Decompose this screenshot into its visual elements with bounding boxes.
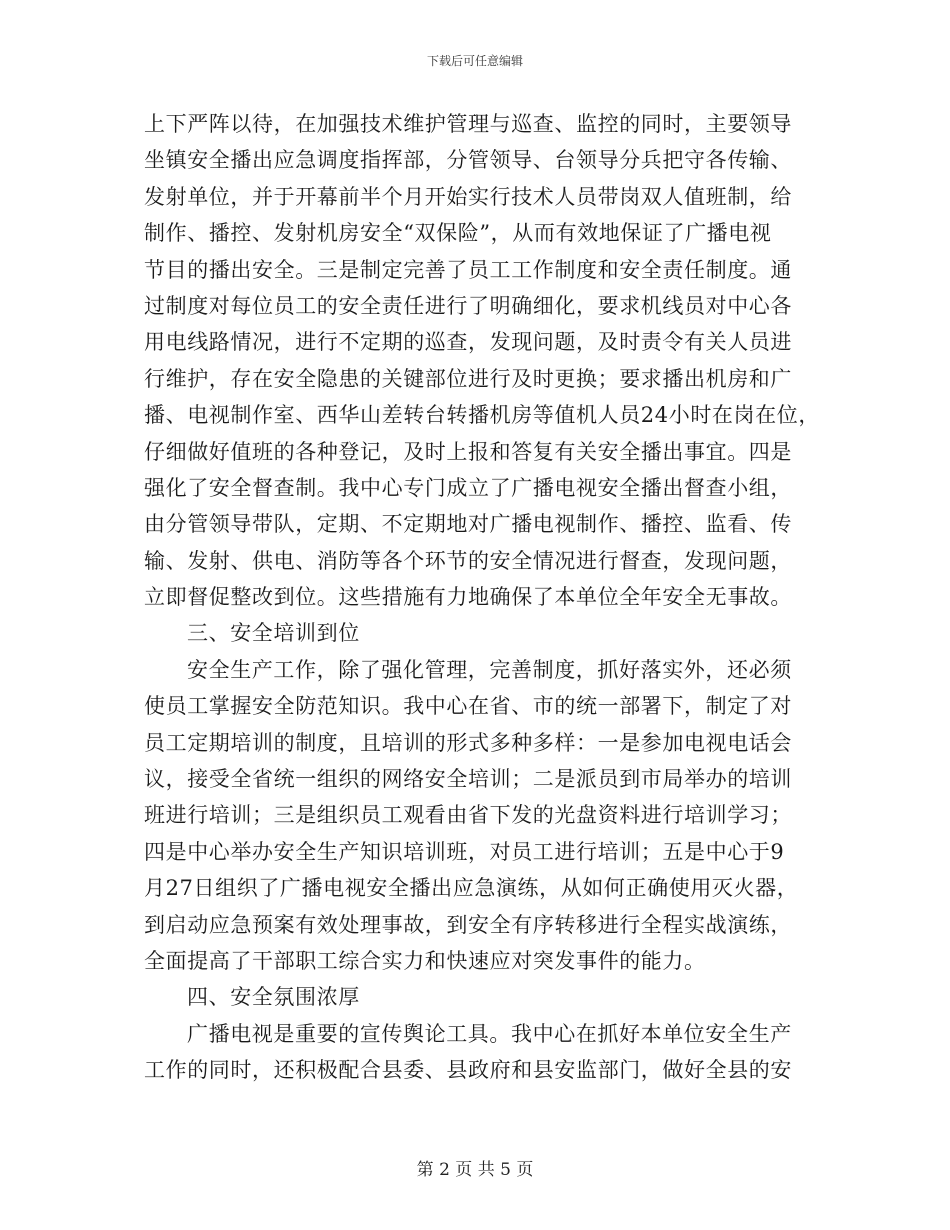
section-heading: 四、安全氛围浓厚 bbox=[187, 985, 360, 1010]
body-line: 工作的同时，还积极配合县委、县政府和县安监部门，做好全县的安 bbox=[144, 1058, 792, 1083]
body-line: 立即督促整改到位。这些措施有力地确保了本单位全年安全无事故。 bbox=[144, 585, 792, 610]
body-line: 使员工掌握安全防范知识。我中心在省、市的统一部署下，制定了对 bbox=[144, 694, 792, 719]
paragraph-first-line: 安全生产工作，除了强化管理，完善制度，抓好落实外，还必须 bbox=[187, 657, 792, 682]
body-line: 上下严阵以待，在加强技术维护管理与巡查、监控的同时，主要领导 bbox=[144, 112, 792, 136]
body-line: 议，接受全省统一组织的网络安全培训；二是派员到市局举办的培训 bbox=[144, 767, 792, 792]
body-line: 播、电视制作室、西华山差转台转播机房等值机人员24小时在岗在位， bbox=[144, 403, 820, 428]
body-line: 发射单位，并于开幕前半个月开始实行技术人员带岗双人值班制，给 bbox=[144, 184, 792, 209]
body-line: 仔细做好值班的各种登记，及时上报和答复有关安全播出事宜。四是 bbox=[144, 439, 792, 464]
body-line: 员工定期培训的制度，且培训的形式多种多样：一是参加电视电话会 bbox=[144, 730, 792, 755]
body-line: 制作、播控、发射机房安全“双保险”，从而有效地保证了广播电视 bbox=[144, 221, 772, 246]
body-line: 由分管领导带队，定期、不定期地对广播电视制作、播控、监看、传 bbox=[144, 512, 792, 537]
body-line: 四是中心举办安全生产知识培训班，对员工进行培训；五是中心于9 bbox=[144, 839, 785, 864]
body-line: 输、发射、供电、消防等各个环节的安全情况进行督查，发现问题， bbox=[144, 548, 792, 573]
section-heading: 三、安全培训到位 bbox=[187, 621, 360, 646]
body-line: 月27日组织了广播电视安全播出应急演练，从如何正确使用灭火器， bbox=[144, 876, 799, 901]
document-body bbox=[144, 106, 824, 1089]
body-line: 用电线路情况，进行不定期的巡查，发现问题，及时责令有关人员进 bbox=[144, 330, 792, 355]
body-line: 行维护，存在安全隐患的关键部位进行及时更换；要求播出机房和广 bbox=[144, 366, 792, 391]
page-number-footer: 第 2 页 共 5 页 bbox=[416, 1160, 534, 1180]
paragraph-first-line: 广播电视是重要的宣传舆论工具。我中心在抓好本单位安全生产 bbox=[187, 1021, 792, 1046]
body-line: 节目的播出安全。三是制定完善了员工工作制度和安全责任制度。通 bbox=[144, 257, 792, 282]
page-header-note: 下载后可任意编辑 bbox=[426, 54, 523, 68]
body-line: 全面提高了干部职工综合实力和快速应对突发事件的能力。 bbox=[144, 948, 706, 973]
body-line: 坐镇安全播出应急调度指挥部，分管领导、台领导分兵把守各传输、 bbox=[144, 148, 792, 173]
body-line: 过制度对每位员工的安全责任进行了明确细化，要求机线员对中心各 bbox=[144, 293, 792, 318]
body-line: 强化了安全督查制。我中心专门成立了广播电视安全播出督查小组， bbox=[144, 475, 792, 500]
body-line: 到启动应急预案有效处理事故，到安全有序转移进行全程实战演练， bbox=[144, 912, 792, 937]
body-line: 班进行培训；三是组织员工观看由省下发的光盘资料进行培训学习； bbox=[144, 803, 792, 828]
